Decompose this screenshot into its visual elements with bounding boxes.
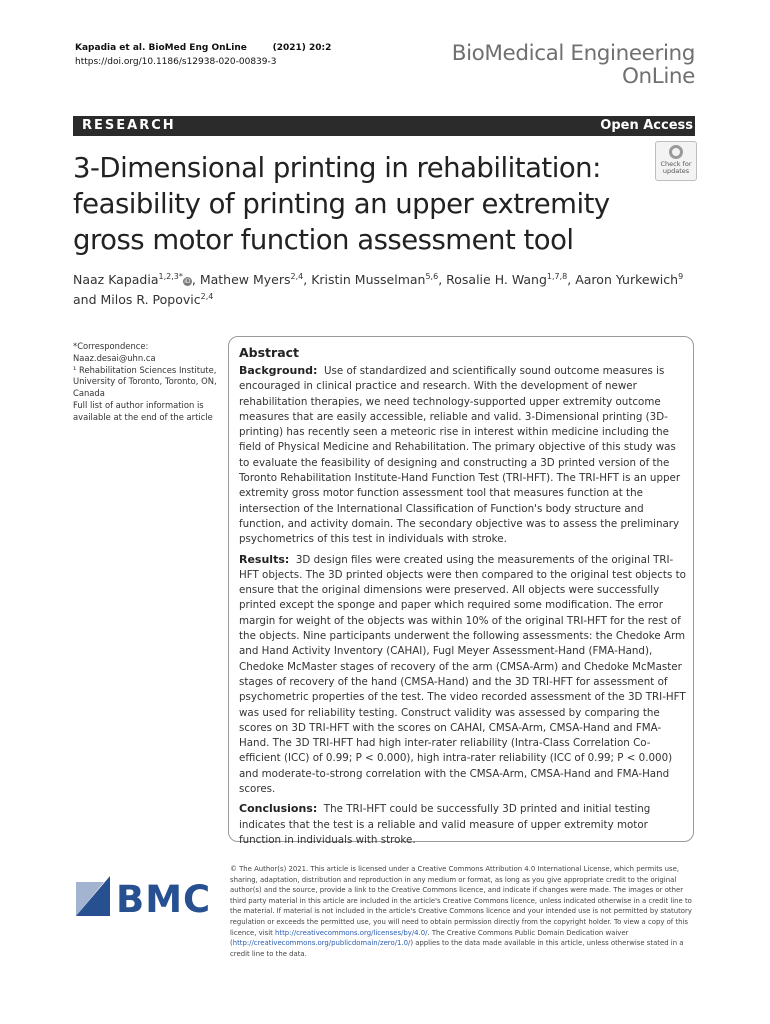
check-updates-label-1: Check for (660, 160, 692, 168)
check-updates-icon (669, 145, 683, 159)
license-text-mid: . The Creative Commons Public Domain Dedication waiver ( (230, 928, 629, 948)
journal-name-line1: BioMedical Engineering (451, 41, 695, 66)
results-label: Results: (239, 552, 290, 566)
author-list: Naaz Kapadia$^{1,2,3*}$iD, Mathew Myers$^{2,4}$, Kristin Musselman$^{5,6}$, Rosalie H. Wang$^{1,7,8}$, Aaron Yurkewich$^9$ and Milos R. Popovic$^{2,4}$ (73, 272, 684, 307)
author-affiliation-sup: 2,4 (200, 292, 214, 301)
author-name: Milos R. Popovic (100, 292, 201, 307)
author-name: Mathew Myers (199, 272, 291, 287)
results-text: 3D design files were created using the measurements of the original TRI-HFT objects. The 3D printed objects were then compared to the original test objects to ensure that the original dimensions were preserved. All objects were successfully printed except the sponge and paper which required some modification. The error margin for weight of the objects was within 10% of the original TRI-HFT for the rest of the objects. Nine participants underwent the following assessments: the Chedoke Arm and Hand Activity Inventory (CAHAI), Fugl Meyer Assessment-Hand (FMA-Hand), Chedoke McMaster stages of recovery of the arm (CMSA-Arm) and Chedoke McMaster stages of recovery of the hand (CMSA-Hand) and the 3D TRI-HFT for assessment of psychometric properties of the test. The video recorded assessment of the 3D TRI-HFT was used for reliability testing. Construct validity was assessed by comparing the scores on 3D TRI-HFT with the scores on CAHAI, CMSA-Arm, CMSA-Hand and FMA-Hand. The 3D TRI-HFT had high inter-rater reliability (Intra-Class Correlation Co-efficient (ICC) of 0.99; P < 0.000), high intra-rater reliability (ICC of 0.99; P < 0.000) and moderate-to-strong correlation with the CMSA-Arm, CMSA-Hand and FMA-Hand scores. (239, 553, 686, 796)
author-name: Naaz Kapadia (73, 272, 159, 287)
abstract-background (239, 363, 689, 548)
background-label: Background: (239, 364, 318, 377)
bmc-logo (76, 876, 216, 916)
abstract-results (239, 552, 689, 798)
conclusions-label: Conclusions: (239, 802, 318, 816)
license-link[interactable]: http://creativecommons.org/licenses/by/4.0/ (275, 928, 428, 937)
author-affiliation-sup: 1,2,3* (158, 272, 183, 281)
author-affiliation-sup: 1,7,8 (546, 272, 568, 281)
author-info-note: Full list of author information is available at the end of the article (73, 399, 213, 422)
author-affiliation-sup: 5,6 (425, 272, 439, 281)
abstract-heading: Abstract (239, 345, 300, 360)
article-title: 3-Dimensional printing in rehabilitation: feasibility of printing an upper extremity gross motor function assessment tool (73, 152, 610, 256)
abstract (239, 344, 689, 852)
affiliation-note: ¹ Rehabilitation Sciences Institute, University of Toronto, Toronto, ON, Canada (73, 364, 217, 399)
open-access-label: Open Access (600, 118, 693, 133)
author-name: Aaron Yurkewich (575, 272, 679, 287)
check-for-updates-button[interactable] (655, 141, 697, 181)
author-name: Rosalie H. Wang (446, 272, 547, 287)
author-affiliation-sup: 2,4 (290, 272, 304, 281)
correspondence-note (73, 341, 218, 424)
orcid-icon[interactable]: iD (184, 278, 191, 285)
journal-name (452, 42, 695, 88)
section-label: RESEARCH (82, 118, 176, 133)
author-name: Kristin Musselman (311, 272, 426, 287)
abstract-conclusions (239, 801, 689, 848)
correspondence-label: *Correspondence: (73, 341, 149, 351)
conclusions-text: The TRI-HFT could be successfully 3D printed and initial testing indicates that the test is a reliable and valid measure of upper extremity motor function in individuals with stroke. (239, 803, 651, 846)
correspondence-email[interactable]: Naaz.desai@uhn.ca (73, 352, 156, 363)
license-text-post: ) applies to the data made available in this article, unless otherwise stated in a credit line to the data. (230, 939, 684, 958)
author-affiliation-sup: 9 (678, 272, 684, 281)
bmc-logo-text: BMC (116, 878, 212, 916)
citation-year-volume: (2021) 20:2 (272, 43, 332, 53)
waiver-link[interactable]: http://creativecommons.org/publicdomain/zero/1.0/ (232, 939, 411, 948)
background-text: Use of standardized and scientifically sound outcome measures is encouraged in clinical practice and research. With the development of newer rehabilitation therapies, we need technology-supported upper extremity outcome measures that are easily accessible, reliable and valid. 3-Dimensional printing (3D-printing) has recently seen a meteoric rise in interest within medicine including the field of Physical Medicine and Rehabilitation. The primary objective of this study was to evaluate the feasibility of designing and constructing a 3D printed version of the Toronto Rehabilitation Institute-Hand Function Test (TRI-HFT). The TRI-HFT is an upper extremity gross motor function assessment tool that measures function at the intersection of the International Classification of Function's body structure and function, and activity domain. The secondary objective was to assess the preliminary psychometrics of this test in individuals with stroke. (239, 365, 681, 546)
license-text (230, 864, 698, 959)
check-updates-label-2: updates (662, 167, 690, 175)
license-text-pre: © The Author(s) 2021. This article is licensed under a Creative Commons Attribution 4.0 International License, which permits use, sharing, adaptation, distribution and reproduction in any medium or format, as long as you give appropriate credit to the original author(s) and the source, provide a link to the Creative Commons licence, and indicate if changes were made. The images or other third party material in this article are included in the article's Creative Commons licence, unless indicated otherwise in a credit line to the material. If material is not included in the article's Creative Commons licence and your intended use is not permitted by statutory regulation or exceeds the permitted use, you will need to obtain permission directly from the copyright holder. To view a copy of this licence, visit (230, 865, 692, 937)
journal-name-line2: OnLine (622, 64, 695, 89)
citation-text: Kapadia et al. BioMed Eng OnLine (75, 43, 247, 53)
doi-link[interactable]: https://doi.org/10.1186/s12938-020-00839-3 (75, 57, 277, 67)
journal-citation (75, 41, 331, 69)
